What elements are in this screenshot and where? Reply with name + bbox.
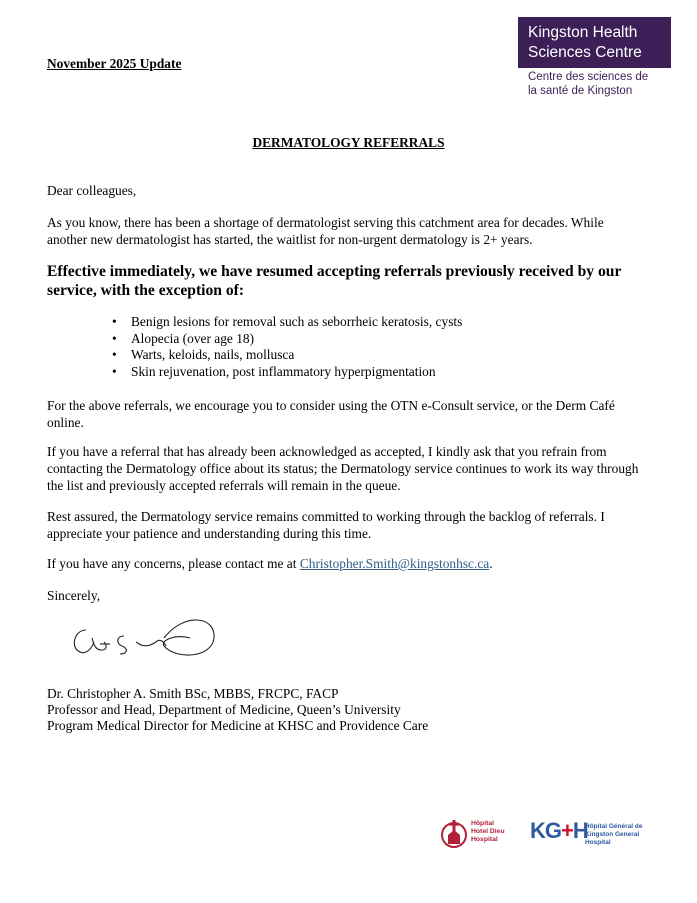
paragraph-contact — [47, 555, 647, 572]
paragraph-accepted-referrals: If you have a referral that has already been acknowledged as accepted, I kindly ask that you refrain from contacting the Dermatology office about its status; the Dermatology service continues to work its way through the list and previously accepted referrals will remain in the queue. — [47, 444, 639, 493]
hotel-dieu-line-1: Hôpital — [471, 820, 495, 827]
update-date: November 2025 Update — [47, 56, 182, 71]
list-item-text: Benign lesions for removal such as seborrheic keratosis, cysts — [131, 314, 463, 329]
bullet-icon: • — [112, 363, 117, 379]
logo-fr-line-1: Centre des sciences de — [528, 71, 649, 83]
emphasis-statement: Effective immediately, we have resumed accepting referrals previously received by our service, with the exception of: — [47, 263, 622, 299]
signatory-role-1: Professor and Head, Department of Medicine, Queen’s University — [47, 702, 401, 718]
signatory-role-2: Program Medical Director for Medicine at KHSC and Providence Care — [47, 718, 429, 734]
kgh-logo — [530, 818, 655, 852]
hotel-dieu-line-3: Hospital — [471, 836, 498, 843]
logo-fr-line-2: la santé de Kingston — [528, 84, 633, 97]
kgh-wordmark: KG+H — [530, 818, 588, 843]
handwritten-signature — [64, 608, 224, 664]
logo-line-2: Sciences Centre — [528, 44, 642, 61]
logo-line-1: Kingston Health — [528, 24, 638, 41]
list-item — [112, 347, 462, 364]
paragraph-rest-assured: Rest assured, the Dermatology service remains committed to working through the backlog of referrals. I appreciate your patience and understanding during this time. — [47, 509, 605, 541]
logo-french-name — [528, 71, 648, 98]
list-item — [112, 331, 462, 348]
list-item-text: Skin rejuvenation, post inflammatory hyperpigmentation — [131, 363, 436, 379]
kgh-line-1: Hôpital Général de — [585, 823, 643, 830]
list-item-text: Alopecia (over age 18) — [131, 330, 255, 346]
bullet-icon: • — [112, 347, 117, 362]
signatory-name: Dr. Christopher A. Smith BSc, MBBS, FRCPC, FACP — [47, 686, 339, 701]
paragraph-econsult: For the above referrals, we encourage you to consider using the OTN e-Consult service, or the Derm Café online. — [47, 398, 615, 430]
salutation: Dear colleagues, — [47, 183, 137, 198]
kgh-line-2: Kingston General — [585, 831, 640, 838]
kgh-line-3: Hospital — [585, 839, 611, 846]
exceptions-list — [112, 314, 462, 380]
contact-period: . — [489, 556, 493, 571]
hotel-dieu-emblem-icon — [440, 818, 468, 850]
closing: Sincerely, — [47, 588, 101, 603]
list-item — [112, 314, 462, 331]
bullet-icon: • — [112, 314, 117, 329]
contact-text: If you have any concerns, please contact me at — [47, 556, 300, 571]
hotel-dieu-line-2: Hotel Dieu — [471, 828, 505, 835]
email-link[interactable]: Christopher.Smith@kingstonhsc.ca — [299, 556, 490, 571]
bullet-icon: • — [112, 330, 117, 346]
hotel-dieu-logo — [440, 816, 535, 852]
signature-block — [47, 686, 428, 735]
khsc-logo — [518, 17, 671, 68]
list-item — [112, 364, 462, 381]
paragraph-shortage: As you know, there has been a shortage of dermatologist serving this catchment area for decades. While another new dermatologist has started, the waitlist for non-urgent dermatology is 2+ years. — [47, 215, 604, 247]
list-item-text: Warts, keloids, nails, mollusca — [131, 347, 295, 362]
document-title: DERMATOLOGY REFERRALS — [252, 135, 445, 150]
